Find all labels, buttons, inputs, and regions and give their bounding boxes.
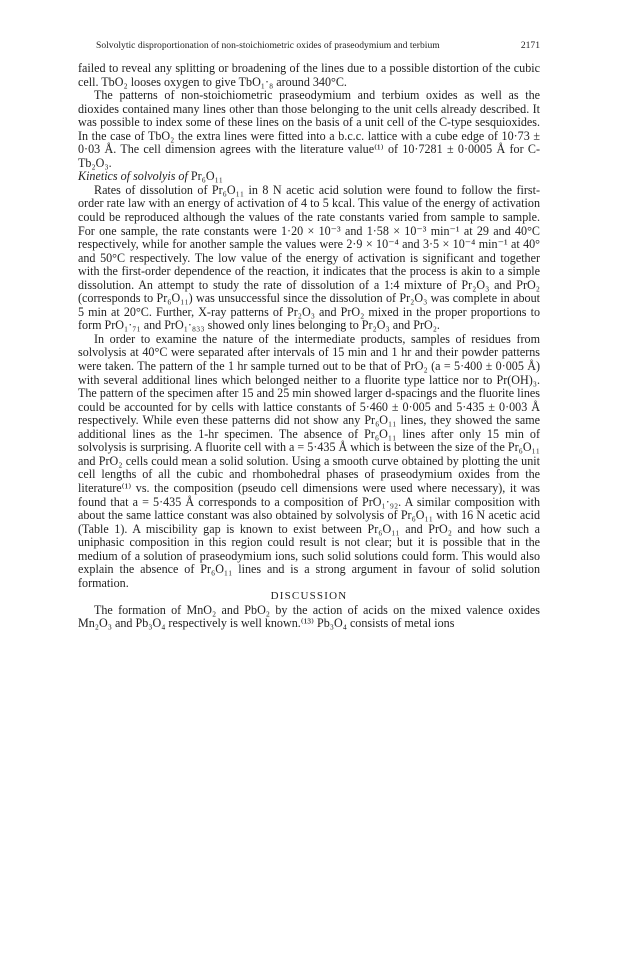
section-subheading: [78, 170, 540, 184]
paragraph: Rates of dissolution of Pr₆O₁₁ in 8 N acetic acid solution were found to follow the first-order rate law with an energy of activation of 4 to 5 kcal. This value of the energy of activation could be reproduced although the values of the rate constants varied from sample to sample. For one sample, the rate constants were 1·20 × 10⁻³ and 1·58 × 10⁻³ min⁻¹ at 29 and 40°C respectively, while for another sample the values were 2·9 × 10⁻⁴ and 3·5 × 10⁻⁴ min⁻¹ at 40° and 50°C respectively. The low value of the energy of activation is significant and together with the first-order dependence of the reaction, it indicates that the process is akin to a simple dissolution. An attempt to study the rate of dissolution of a 1:4 mixture of Pr₂O₃ and PrO₂ (corresponds to Pr₆O₁₁) was unsuccessful since the dissolution of Pr₂O₃ was complete in about 5 min at 20°C. Further, X-ray patterns of Pr₂O₃ and PrO₂ mixed in the proper proportions to form PrO₁·₇₁ and PrO₁·₈₃₃ showed only lines belonging to Pr₂O₃ and PrO₂.: [78, 182, 540, 333]
paragraph: The formation of MnO₂ and PbO₂ by the action of acids on the mixed valence oxides Mn₂O₃ and Pb₃O₄ respectively is well known.⁽¹³⁾ Pb₃O₄ consists of metal ions: [78, 602, 540, 631]
page-number: 2171: [520, 40, 540, 51]
paragraph: In order to examine the nature of the intermediate products, samples of residues from solvolysis at 40°C were separated after intervals of 15 min and 1 hr and their powder patterns were taken. The pattern of the 1 hr sample turned out to be that of PrO₂ (a = 5·400 ± 0·005 Å) with several additional lines which belonged neither to a fluorite type lattice nor to Pr(OH)₃. The pattern of the specimen after 15 and 25 min showed larger d-spacings and the fluorite lines could be accounted for by cells with lattice constants of 5·460 ± 0·005 and 5·435 ± 0·003 Å respectively. While even these patterns did not show any Pr₆O₁₁ lines, they showed the same additional lines as the 1-hr specimen. The absence of Pr₆O₁₁ lines after only 15 min of solvolysis is surprising. A fluorite cell with a = 5·435 Å which is between the size of the Pr₆O₁₁ and PrO₂ cells could mean a solid solution. Using a smooth curve obtained by plotting the unit cell lengths of all the cubic and rhombohedral phases of praseodymium oxides from the literature⁽¹⁾ vs. the composition (pseudo cell dimensions were used where necessary), it was found that a = 5·435 Å corresponds to a composition of PrO₁·₉₂. A similar composition with about the same lattice constant was also obtained by solvolysis of Pr₆O₁₁ with 16 N acetic acid (Table 1). A miscibility gap is known to exist between Pr₆O₁₁ and PrO₂ and how such a uniphasic composition in this region could result is not clear; but it is possible that in the medium of a solution of praseodymium ions, such solid solutions could form. This would also explain the absence of Pr₆O₁₁ lines and is a strong argument in favour of solid solution formation.: [78, 331, 540, 590]
discussion-heading: DISCUSSION: [270, 590, 348, 603]
paragraph-continuation: failed to reveal any splitting or broadening of the lines due to a possible distortion of the cubic cell. TbO₂ looses oxygen to give TbO₁·₈ around 340°C.: [78, 61, 540, 89]
paragraph: The patterns of non-stoichiometric praseodymium and terbium oxides as well as the dioxides contained many lines other than those belonging to the unit cells already described. It was possible to index some of these lines on the basis of a unit cell of the C-type sesquioxides. In the case of TbO₂ the extra lines were fitted into a b.c.c. lattice with a cube edge of 10·73 ± 0·03 Å. The cell dimension agrees with the literature value⁽¹⁾ of 10·7281 ± 0·0005 Å for C-Tb₂O₃.: [78, 88, 540, 170]
subheading-formula: Pr₆O₁₁: [190, 169, 224, 184]
subheading-text: Kinetics of solvolyis of: [78, 169, 191, 184]
article-body: [78, 62, 540, 631]
running-title: Solvolytic disproportionation of non-stoichiometric oxides of praseodymium and terbium: [96, 40, 440, 51]
